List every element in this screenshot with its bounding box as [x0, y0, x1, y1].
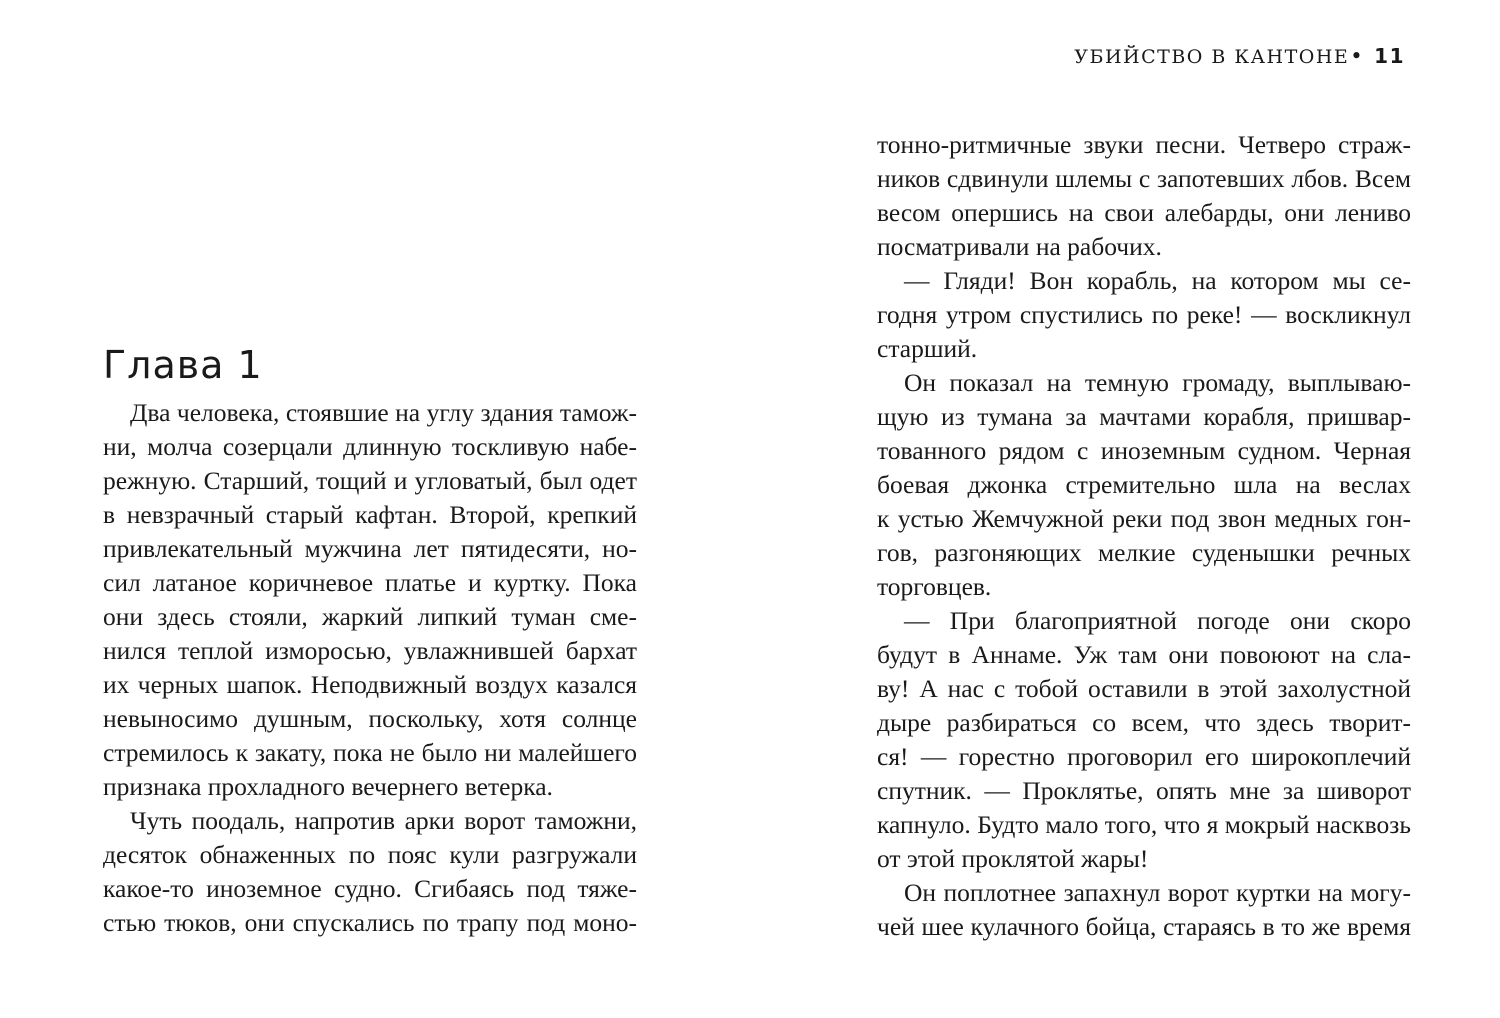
- text-line: дыре разбираться со всем, что здесь творит-: [877, 708, 1411, 737]
- text-line: привлекательный мужчина лет пятидесяти, но-: [103, 534, 637, 563]
- text-line: Он показал на темную громаду, выплываю-: [904, 368, 1411, 397]
- text-line: десяток обнаженных по пояс кули разгружали: [103, 840, 637, 869]
- text-line: годня утром спустились по реке! — воскликнул: [877, 300, 1411, 329]
- running-header-separator: •: [1350, 44, 1365, 68]
- text-line: признака прохладного вечернего ветерка.: [103, 772, 553, 801]
- text-line: в невзрачный старый кафтан. Второй, крепкий: [103, 500, 637, 529]
- text-line: ни, молча созерцали длинную тоскливую набе-: [103, 432, 637, 461]
- text-line: — При благоприятной погоде они скоро: [904, 606, 1411, 635]
- chapter-title: Глава 1: [103, 343, 263, 387]
- text-line: они здесь стояли, жаркий липкий туман сме-: [103, 602, 637, 631]
- text-line: режную. Старший, тощий и угловатый, был одет: [103, 466, 637, 495]
- right-page: [750, 0, 1500, 1018]
- text-line: боевая джонка стремительно шла на веслах: [877, 470, 1411, 499]
- text-line: капнуло. Будто мало того, что я мокрый насквозь: [877, 810, 1411, 839]
- text-line: ся! — горестно проговорил его широкоплечий: [877, 742, 1411, 771]
- right-page-text: [877, 128, 1411, 944]
- text-line: гов, разгоняющих мелкие суденышки речных: [877, 538, 1411, 567]
- text-line: к устью Жемчужной реки под звон медных гон-: [877, 504, 1411, 533]
- text-line: чей шее кулачного бойца, стараясь в то же время: [877, 912, 1411, 941]
- text-line: будут в Аннаме. Уж там они повоюют на сла-: [877, 640, 1411, 669]
- text-line: торговцев.: [877, 572, 992, 601]
- text-line: Он поплотнее запахнул ворот куртки на могу-: [904, 878, 1411, 907]
- text-line: ву! А нас с тобой оставили в этой захолустной: [877, 674, 1411, 703]
- left-page-text: [103, 396, 637, 940]
- text-line: тованного рядом с иноземным судном. Черная: [877, 436, 1411, 465]
- text-line: весом опершись на свои алебарды, они лениво: [877, 198, 1411, 227]
- text-line: Два человека, стоявшие на углу здания тамож-: [130, 398, 637, 427]
- text-line: стью тюков, они спускались по трапу под моно-: [103, 908, 637, 937]
- text-line: их черных шапок. Неподвижный воздух казался: [103, 670, 637, 699]
- running-header-title: УБИЙСТВО В КАНТОНЕ: [1074, 46, 1350, 68]
- page-number: 11: [1374, 44, 1405, 68]
- text-line: сил латаное коричневое платье и куртку. Пока: [103, 568, 637, 597]
- text-line: стремилось к закату, пока не было ни малейшего: [103, 738, 637, 767]
- text-line: какое-то иноземное судно. Сгибаясь под тяже-: [103, 874, 637, 903]
- text-line: от этой проклятой жары!: [877, 844, 1149, 873]
- text-line: Чуть поодаль, напротив арки ворот таможни,: [130, 806, 637, 835]
- text-line: невыносимо душным, поскольку, хотя солнце: [103, 704, 637, 733]
- text-line: — Гляди! Вон корабль, на котором мы се-: [904, 266, 1411, 295]
- text-line: ников сдвинули шлемы с запотевших лбов. Всем: [877, 164, 1411, 193]
- text-line: тонно-ритмичные звуки песни. Четверо страж-: [877, 130, 1411, 159]
- text-line: старший.: [877, 334, 978, 363]
- running-header: [1074, 44, 1405, 68]
- text-line: посматривали на рабочих.: [877, 232, 1162, 261]
- text-line: спутник. — Проклятье, опять мне за шиворот: [877, 776, 1411, 805]
- text-line: нился теплой изморосью, увлажнившей бархат: [103, 636, 637, 665]
- text-line: щую из тумана за мачтами корабля, пришвар-: [877, 402, 1411, 431]
